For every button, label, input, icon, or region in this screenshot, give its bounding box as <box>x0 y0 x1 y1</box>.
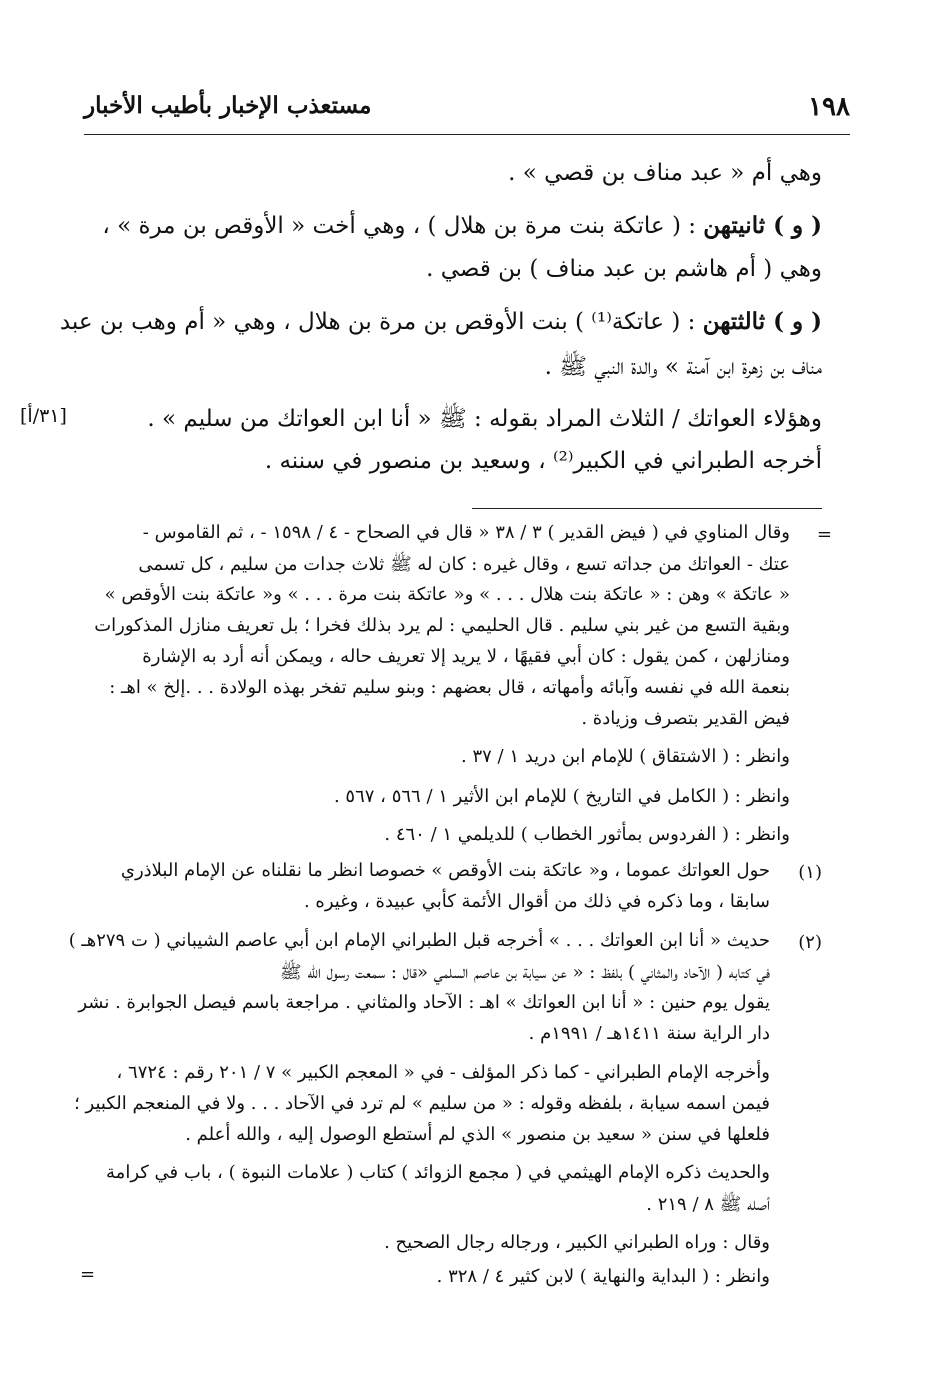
footnote-2-line: دار الراية سنة ١٤١١هـ / ١٩٩١م . <box>528 1023 770 1044</box>
footnote-1-line: حول العواتك عموما ، و« عاتكة بنت الأوقص » خصوصا انظر ما نقلناه عن الإمام البلاذري <box>120 860 770 881</box>
footnote-1-line: سابقا ، وما ذكره في ذلك من أقوال الأئمة كأبي عبيدة ، وغيره . <box>303 891 770 912</box>
footnote-cont-line: « عاتكة » وهن : « عاتكة بنت هلال . . . » و« عاتكة بنت مرة . . . » و« عاتكة بنت الأوقص » <box>104 584 790 605</box>
running-title: مستعذب الإخبار بأطيب الأخبار <box>84 92 372 119</box>
paragraph-2-label: ( و ) ثانيتهن <box>703 212 822 239</box>
footnote-2-number: (٢) <box>798 932 822 953</box>
footnote-see-also: وانظر : ( الفردوس بمأثور الخطاب ) للديلمي ١ / ٤٦٠ . <box>384 824 790 845</box>
paragraph-3-text: : ( عاتكة⁽¹⁾ ) بنت الأوقص بن مرة بن هلال ، وهي « أم وهب بن عبد <box>59 309 696 335</box>
footnote-2-para-line: وقال : وراه الطبراني الكبير ، ورجاله رجال الصحيح . <box>384 1232 770 1253</box>
paragraph-4-line-2: أخرجه الطبراني في الكبير⁽²⁾ ، وسعيد بن منصور في سننه . <box>264 448 822 474</box>
margin-folio-ref: [٣١/أ] <box>20 405 67 427</box>
paragraph-3-line-2: مناف بن زهرة ابن آمنة » والدة النبي ﷺ . <box>544 354 822 380</box>
footnote-cont-line: فيض القدير بتصرف وزيادة . <box>581 708 790 729</box>
paragraph-2-text: : ( عاتكة بنت مرة بن هلال ) ، وهي أخت « الأوقص بن مرة » ، <box>102 213 696 239</box>
footnote-cont-line: عتك - العواتك من جداته تسع ، وقال غيره : كان له ﷺ ثلاث جدات من سليم ، كل تسمى <box>138 554 790 575</box>
footnote-2-line: حديث « أنا ابن العواتك . . . » أخرجه قبل الطبراني الإمام ابن أبي عاصم الشيباني ( ت ٢٧٩هـ ) <box>68 930 770 951</box>
footnote-cont-line: وبقية التسع من غير بني سليم . قال الحليمي : لم يرد بذلك فخرا ؛ بل تعريف منازل المذكورات <box>94 615 790 636</box>
footnote-1-number: (١) <box>798 862 822 883</box>
paragraph-2-line-1 <box>102 212 822 239</box>
page-number: ١٩٨ <box>808 92 850 122</box>
footnote-2-line: في كتابه ( الآحاد والمثاني ) بلفظ : « عن سيابة بن عاصم السلمي «قال : سمعت رسول الله ﷺ <box>279 962 770 983</box>
footnote-2-para-line: فيمن اسمه سيابة ، بلفظه وقوله : « من سليم » لم ترد في الآحاد . . . ولا في المنعجم الكبير ؛ <box>74 1093 770 1114</box>
continuation-mark-end: = <box>80 1264 96 1285</box>
paragraph-3-label: ( و ) ثالثتهن <box>702 308 822 335</box>
paragraph-4-line-1: وهؤلاء العواتك / الثلاث المراد بقوله : ﷺ « أنا ابن العواتك من سليم » . <box>147 406 822 432</box>
footnote-see-also: وانظر : ( الاشتقاق ) للإمام ابن دريد ١ / ٣٧ . <box>461 746 790 767</box>
footnote-2-para-line: وانظر : ( البداية والنهاية ) لابن كثير ٤ / ٣٢٨ . <box>436 1266 770 1287</box>
header-rule <box>84 134 850 135</box>
continuation-mark: = <box>816 524 832 545</box>
footnote-2-para-line: فلعلها في سنن « سعيد بن منصور » الذي لم أستطع الوصول إليه ، والله أعلم . <box>185 1124 770 1145</box>
footnote-cont-line: وقال المناوي في ( فيض القدير ) ٣ / ٣٨ « قال في الصحاح - ٤ / ١٥٩٨ - ، ثم القاموس - <box>142 522 790 543</box>
footnote-see-also: وانظر : ( الكامل في التاريخ ) للإمام ابن الأثير ١ / ٥٦٦ ، ٥٦٧ . <box>333 786 790 807</box>
footnote-separator <box>472 508 822 509</box>
body-line-1: وهي أم « عبد مناف بن قصي » . <box>508 160 822 186</box>
footnote-2-line: يقول يوم حنين : « أنا ابن العواتك » اهـ : الآحاد والمثاني . مراجعة باسم فيصل الجوابرة . نشر <box>78 992 770 1013</box>
footnote-2-para-line: والحديث ذكره الإمام الهيثمي في ( مجمع الزوائد ) كتاب ( علامات النبوة ) ، باب في كرامة <box>106 1162 770 1183</box>
footnote-2-para-line: أصله ﷺ ٨ / ٢١٩ . <box>646 1194 770 1215</box>
paragraph-2-line-2: وهي ( أم هاشم بن عبد مناف ) بن قصي . <box>426 256 822 282</box>
paragraph-3-line-1 <box>60 308 822 335</box>
footnote-cont-line: ومنازلهن ، كمن يقول : كان أبي فقيهًا ، لا يريد إلا تعريف حاله ، ويمكن أنه أرد به الإشارة <box>142 646 790 667</box>
footnote-cont-line: بنعمة الله في نفسه وآبائه وأمهاته ، قال بعضهم : وبنو سليم تفخر بهذه الولادة . . .إلخ » اهـ : <box>109 677 790 698</box>
footnote-2-para-line: وأخرجه الإمام الطبراني - كما ذكر المؤلف - في « المعجم الكبير » ٧ / ٢٠١ رقم : ٦٧٢٤ ، <box>116 1062 770 1083</box>
